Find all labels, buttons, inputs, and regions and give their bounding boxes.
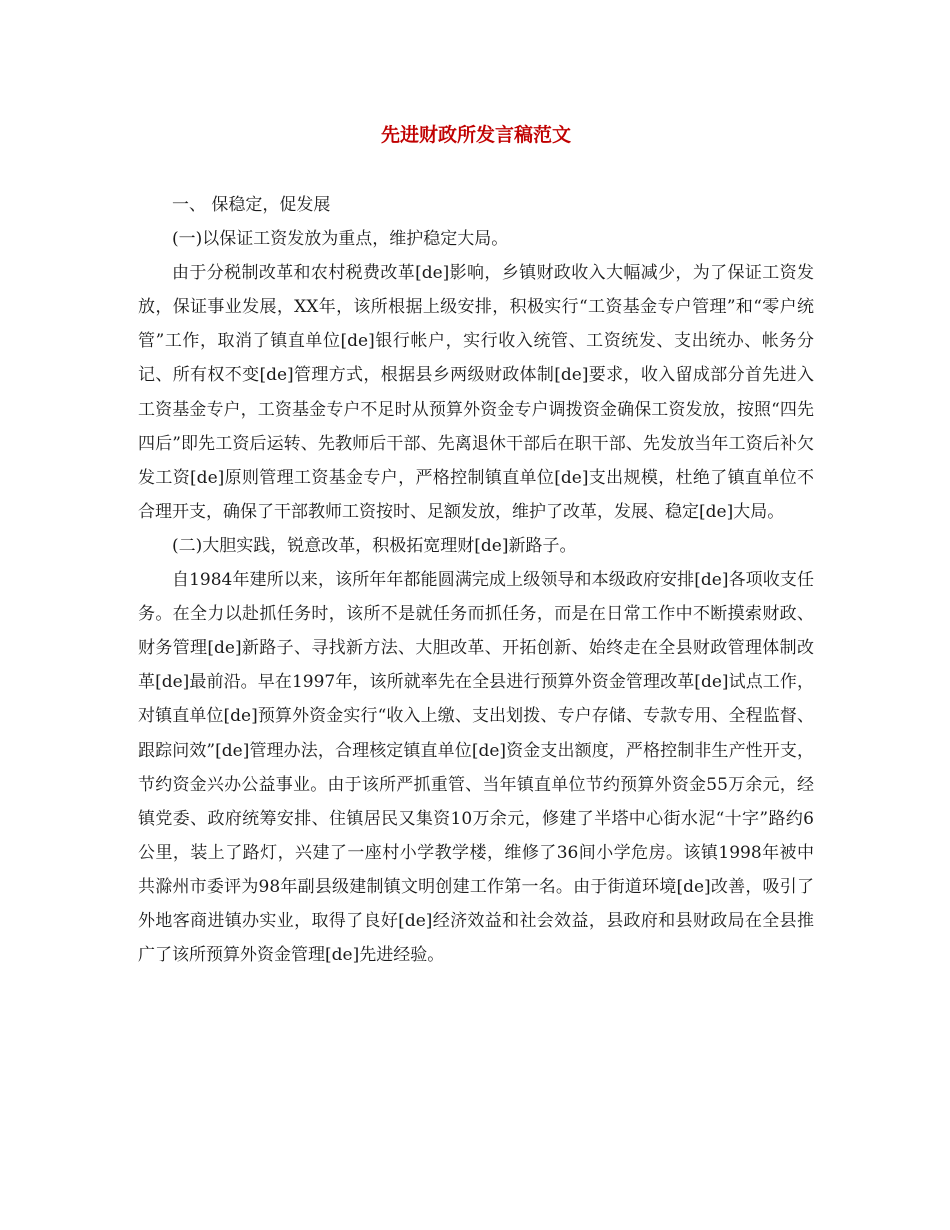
section-heading-1: 一、 保稳定，促发展: [172, 195, 331, 215]
subsection-heading-1: (一)以保证工资发放为重点，维护稳定大局。: [172, 229, 509, 250]
subsection-heading-2: (二)大胆实践，锐意改革，积极拓宽理财[de]新路子。: [172, 535, 577, 556]
document-title: 先进财政所发言稿范文: [380, 124, 571, 146]
paragraph-2: 自1984年建所以来，该所年年都能圆满完成上级领导和本级政府安排[de]各项收支任务。在全力以赴抓任务时，该所不是就任务而抓任务，而是在日常工作中不断摸索财政、财务管理[de]新路子、寻找新方法、大胆改革、开拓创新、始终走在全县财政管理体制改革[de]最前沿。早在1997年，该所就率先在全县进行预算外资金管理改革[de]试点工作，对镇直单位[de]预算外资金实行“收入上缴、支出划拨、专户存储、专款专用、全程监督、跟踪问效”[de]管理办法，合理核定镇直单位[de]资金支出额度，严格控制非生产性开支，节约资金兴办公益事业。由于该所严抓重管、当年镇直单位节约预算外资金55万余元，经镇党委、政府统筹安排、住镇居民又集资10万余元，修建了半塔中心街水泥“十字”路约6公里，装上了路灯，兴建了一座村小学教学楼，维修了36间小学危房。该镇1998年被中共滁州市委评为98年副县级建制镇文明创建工作第一名。由于街道环境[de]改善，吸引了外地客商进镇办实业，取得了良好[de]经济效益和社会效益，县政府和县财政局在全县推广了该所预算外资金管理[de]先进经验。: [138, 570, 814, 966]
document-page: [138, 118, 814, 972]
paragraph-1: 由于分税制改革和农村税费改革[de]影响，乡镇财政收入大幅减少，为了保证工资发放，保证事业发展，XX年，该所根据上级安排，积极实行“工资基金专户管理”和“零户统管”工作，取消了镇直单位[de]银行帐户，实行收入统管、工资统发、支出统办、帐务分记、所有权不变[de]管理方式，根据县乡两级财政体制[de]要求，收入留成部分首先进入工资基金专户，工资基金专户不足时从预算外资金专户调拨资金确保工资发放，按照“四先四后”即先工资后运转、先教师后干部、先离退休干部后在职干部、先发放当年工资后补欠发工资[de]原则管理工资基金专户，严格控制镇直单位[de]支出规模，杜绝了镇直单位不合理开支，确保了干部教师工资按时、足额发放，维护了改革，发展、稳定[de]大局。: [138, 263, 814, 522]
